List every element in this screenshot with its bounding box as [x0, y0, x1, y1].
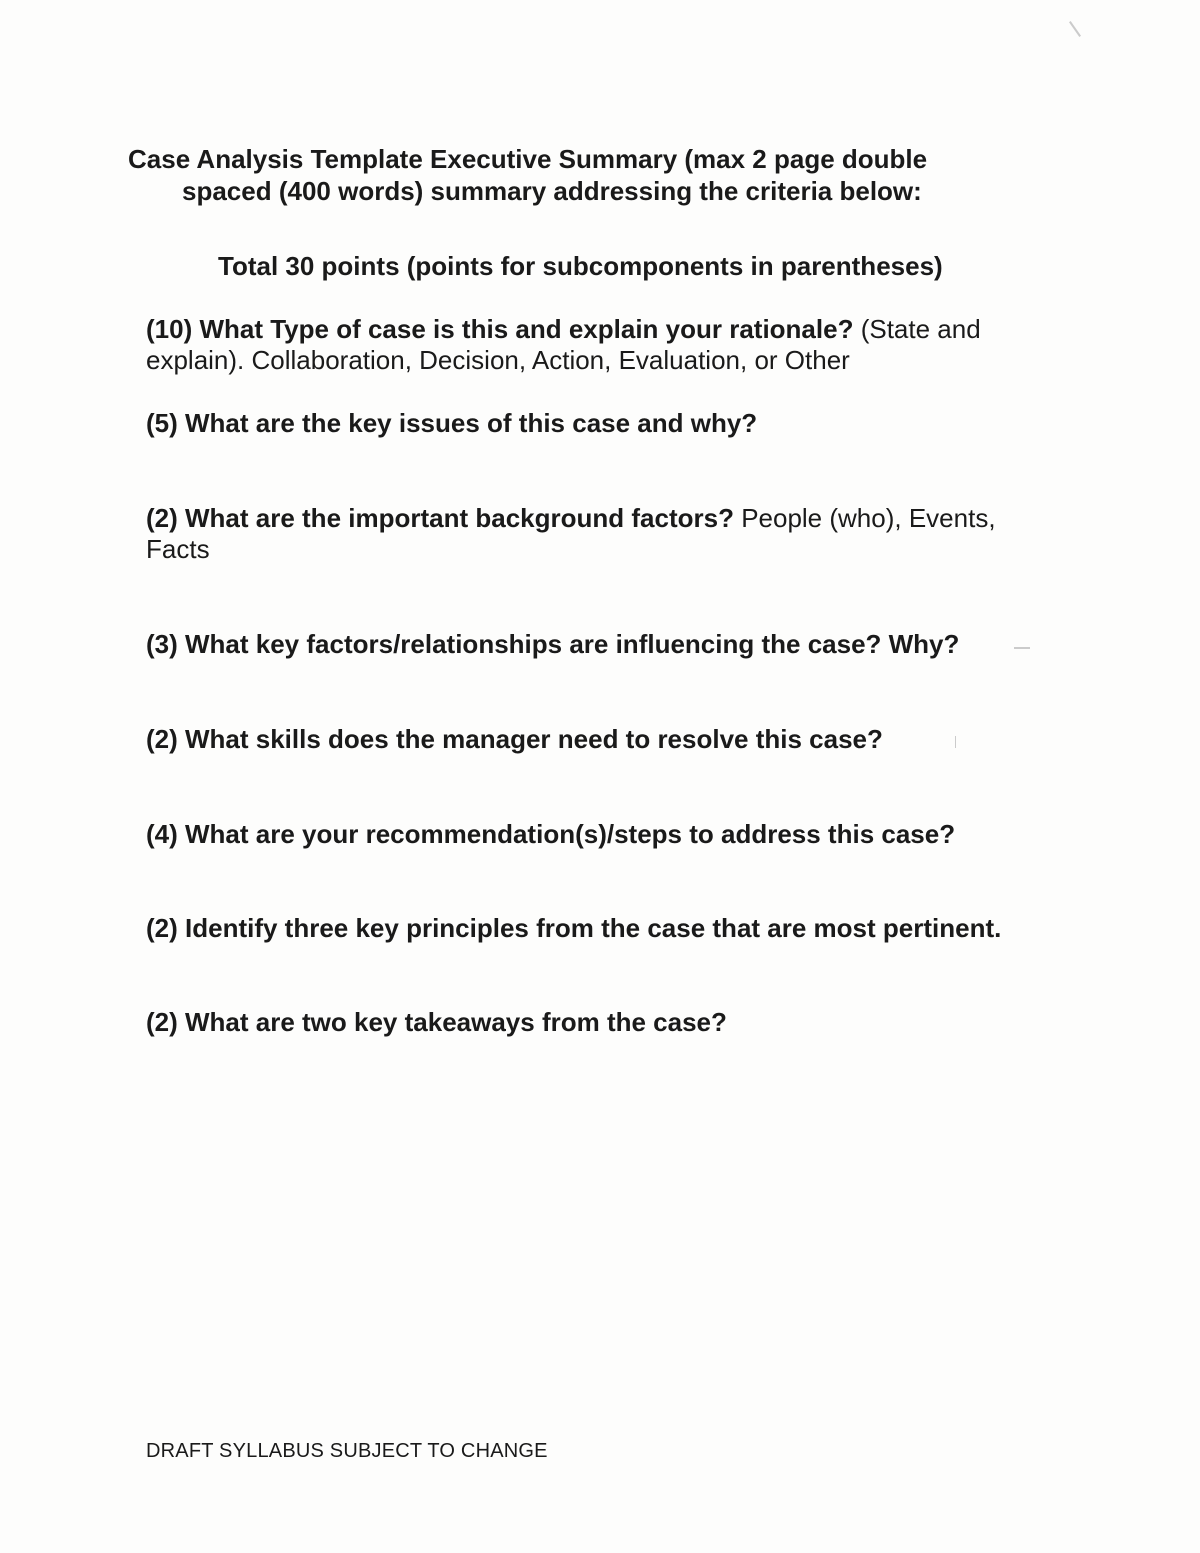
criterion-question: (2) What are two key takeaways from the case? — [146, 1007, 727, 1037]
criterion-question: (3) What key factors/relationships are influencing the case? Why? — [146, 629, 960, 659]
criterion-question: (10) What Type of case is this and explain your rationale? — [146, 314, 854, 344]
criterion-question: (2) What are the important background factors? — [146, 503, 734, 533]
criterion-key-issues — [146, 408, 1066, 439]
criterion-takeaways — [146, 1007, 1066, 1038]
criterion-question: (5) What are the key issues of this case and why? — [146, 408, 758, 438]
criterion-background-factors — [146, 503, 1066, 565]
criterion-key-principles — [146, 913, 1066, 944]
criterion-recommendations — [146, 819, 1066, 850]
total-points: Total 30 points (points for subcomponents in parentheses) — [218, 251, 943, 281]
title-line-2: spaced (400 words) summary addressing the criteria below: — [182, 176, 922, 206]
document-title — [128, 143, 1028, 207]
criterion-question: (2) Identify three key principles from the case that are most pertinent. — [146, 913, 1002, 943]
criterion-detail: People (who), Events, Facts — [146, 503, 996, 564]
scan-mark — [955, 736, 956, 748]
footer-note: DRAFT SYLLABUS SUBJECT TO CHANGE — [146, 1440, 548, 1462]
criterion-question: (2) What skills does the manager need to resolve this case? — [146, 724, 883, 754]
criterion-manager-skills — [146, 724, 1066, 755]
title-line-1: Case Analysis Template Executive Summary (max 2 page double — [128, 144, 928, 174]
criterion-question: (4) What are your recommendation(s)/steps to address this case? — [146, 819, 956, 849]
criterion-case-type — [146, 314, 1066, 376]
scan-mark — [1014, 647, 1030, 649]
criterion-key-factors — [146, 629, 1066, 660]
criterion-detail: (State and explain). Collaboration, Decision, Action, Evaluation, or Other — [146, 314, 981, 375]
scan-mark — [1069, 21, 1081, 37]
